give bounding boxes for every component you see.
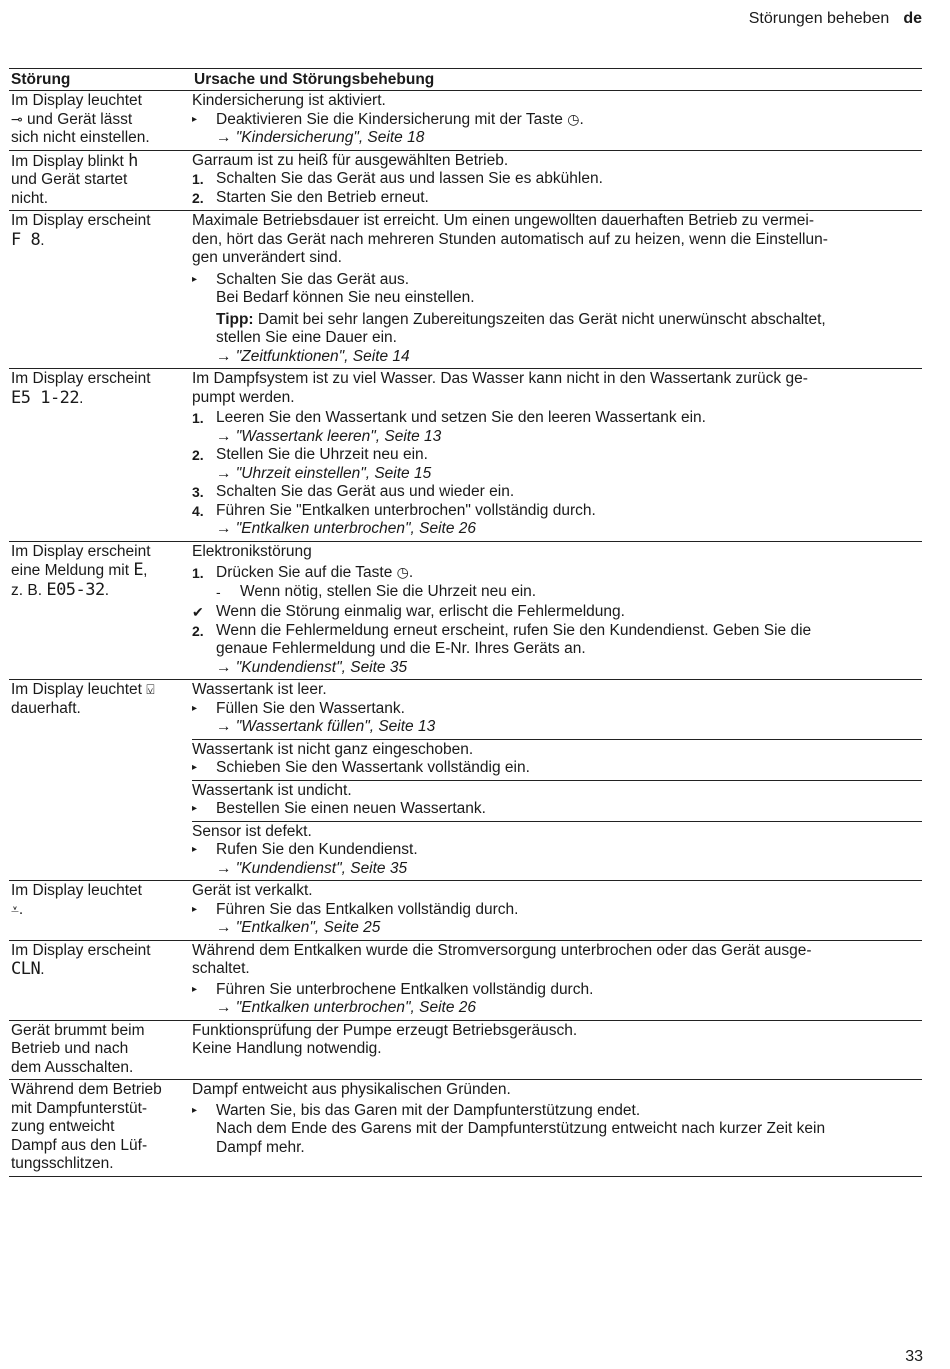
- cause-cell: Kindersicherung ist aktiviert. ▸ Deaktivieren Sie die Kindersicherung mit der Taste ◷. → "Kindersicherung", Seite 18: [192, 91, 922, 151]
- cross-reference: → "Uhrzeit einstellen", Seite 15: [216, 464, 432, 482]
- cause-cell: Garraum ist zu heiß für ausgewählten Betrieb. 1. Schalten Sie das Gerät aus und lassen Sie es abkühlen. 2. Starten Sie den Betrieb erneut.: [192, 150, 922, 211]
- cross-reference: → "Kindersicherung", Seite 18: [216, 129, 425, 146]
- table-row: [9, 1080, 922, 1177]
- cross-reference: → "Entkalken unterbrochen", Seite 26: [216, 520, 477, 537]
- cross-reference: → "Entkalken unterbrochen", Seite 26: [216, 999, 477, 1016]
- cause-cell: Elektronikstörung 1. Drücken Sie auf die Taste ◷. - Wenn nötig, stellen Sie die Uhrzeit neu ein. ✔ Wenn die Störung einmalig war, erlischt die Fehlermeldung. 2. Wenn die Fehlermeldung erneut erscheint, rufen Sie den Kundendienst. Geben Sie die genaue Fehlermeldung und die E-Nr. Ihres Geräts an. → "Kundendienst", Seite 35: [192, 541, 922, 680]
- triangle-bullet-icon: ▸: [192, 1104, 198, 1116]
- table-row: [9, 680, 922, 740]
- fault-cell: Im Display erscheint CLN.: [9, 940, 192, 1020]
- fault-cell: Im Display blinkt h und Gerät startet nicht.: [9, 150, 192, 211]
- triangle-bullet-icon: ▸: [192, 762, 198, 773]
- table-row: [9, 91, 922, 151]
- cause-cell: Während dem Entkalken wurde die Stromversorgung unterbrochen oder das Gerät ausge- schaltet. ▸ Führen Sie unterbrochene Entkalken vollständig durch. → "Entkalken unterbrochen", Seite 26: [192, 940, 922, 1020]
- cause-cell: Funktionsprüfung der Pumpe erzeugt Betriebsgeräusch. Keine Handlung notwendig.: [192, 1020, 922, 1080]
- column-header-cause: Ursache und Störungsbehebung: [192, 69, 922, 91]
- clock-icon: ◷: [396, 565, 409, 581]
- clock-icon: ◷: [567, 111, 580, 128]
- tip-text: Tipp: Damit bei sehr langen Zubereitungszeiten das Gerät nicht unerwünscht abschaltet,: [216, 310, 826, 328]
- triangle-bullet-icon: ▸: [192, 803, 198, 814]
- language-code: de: [903, 10, 922, 27]
- cause-cell: Dampf entweicht aus physikalischen Gründen. ▸ Warten Sie, bis das Garen mit der Dampfunterstützung endet. Nach dem Ende des Garens mit der Dampfunterstützung entweicht nach kurzer Zeit kein Dampf mehr.: [192, 1080, 922, 1177]
- cause-cell: Maximale Betriebsdauer ist erreicht. Um einen ungewollten dauerhaften Betrieb zu vermei- den, hört das Gerät nach mehreren Stunden automatisch auf zu heizen, wenn die Einstellun- gen unverändert sind. ▸ Schalten Sie das Gerät aus. Bei Bedarf können Sie neu einstellen. Tipp: Damit bei sehr langen Zubereitungszeiten das Gerät nicht unerwünscht abschaltet, stellen Sie eine Dauer ein. → "Zeitfunktionen", Seite 14: [192, 211, 922, 369]
- display-symbol: h: [128, 150, 138, 171]
- cross-reference: → "Kundendienst", Seite 35: [216, 658, 408, 676]
- table-row: [9, 541, 922, 680]
- cross-reference: → "Wassertank leeren", Seite 13: [216, 427, 442, 445]
- table-row: [9, 940, 922, 1020]
- cause-cell: Sensor ist defekt. ▸ Rufen Sie den Kundendienst. → "Kundendienst", Seite 35: [192, 821, 922, 881]
- table-header-row: [9, 69, 922, 91]
- cause-cell: Wassertank ist undicht. ▸ Bestellen Sie einen neuen Wassertank.: [192, 780, 922, 821]
- table-row: [9, 211, 922, 369]
- cause-cell: Wassertank ist leer. ▸ Füllen Sie den Wassertank. → "Wassertank füllen", Seite 13: [192, 680, 922, 740]
- fault-cell: Im Display leuchtet ⍌ dauerhaft.: [9, 680, 192, 881]
- cross-reference: → "Entkalken", Seite 25: [216, 919, 381, 936]
- troubleshooting-table: [9, 68, 922, 1177]
- check-icon: ✔: [192, 604, 204, 620]
- cause-cell: Im Dampfsystem ist zu viel Wasser. Das Wasser kann nicht in den Wassertank zurück ge- pumpt werden. 1. Leeren Sie den Wassertank und setzen Sie den leeren Wassertank ein. → "Wassertank leeren", Seite 13 2. Stellen Sie die Uhrzeit neu ein. → "Uhrzeit einstellen", Seite 15 3. Schalten Sie das Gerät aus und wieder ein. 4. Führen Sie "Entkalken unterbrochen" vollständig durch. → "Entkalken unterbrochen", Seite 26: [192, 369, 922, 542]
- display-symbol: F 8: [11, 229, 41, 250]
- column-header-fault: Störung: [9, 69, 192, 91]
- fault-cell: Während dem Betrieb mit Dampfunterstüt- zung entweicht Dampf aus den Lüf- tungsschlitzen.: [9, 1080, 192, 1177]
- page-number: 33: [905, 1348, 923, 1365]
- fault-cell: Im Display leuchtet ⩡.: [9, 881, 192, 941]
- table-row: [9, 150, 922, 211]
- fault-cell: Im Display erscheint F 8.: [9, 211, 192, 369]
- table-row: [9, 1020, 922, 1080]
- table-row: [9, 881, 922, 941]
- triangle-bullet-icon: ▸: [192, 113, 198, 125]
- triangle-bullet-icon: ▸: [192, 273, 198, 285]
- fault-cell: Gerät brummt beim Betrieb und nach dem Ausschalten.: [9, 1020, 192, 1080]
- fault-cell: Im Display erscheint E5 1-22.: [9, 369, 192, 542]
- fault-cell: Im Display leuchtet ⊸ und Gerät lässt sich nicht einstellen.: [9, 91, 192, 151]
- cause-cell: Gerät ist verkalkt. ▸ Führen Sie das Entkalken vollständig durch. → "Entkalken", Seite 25: [192, 881, 922, 941]
- cross-reference: → "Kundendienst", Seite 35: [216, 859, 408, 877]
- display-symbol: E05-32: [46, 579, 105, 600]
- descale-icon: ⩡: [11, 901, 19, 918]
- water-tank-icon: ⍌: [146, 682, 155, 698]
- section-title: Störungen beheben: [748, 10, 890, 27]
- fault-cell: Im Display erscheint eine Meldung mit E, z. B. E05-32.: [9, 541, 192, 680]
- display-symbol: CLN: [11, 959, 41, 979]
- key-icon: ⊸: [11, 111, 23, 128]
- cross-reference: → "Zeitfunktionen", Seite 14: [216, 347, 410, 365]
- display-symbol: E5 1-22: [11, 387, 80, 408]
- table-row: [9, 369, 922, 542]
- page-header: [749, 10, 922, 28]
- cause-cell: Wassertank ist nicht ganz eingeschoben. ▸ Schieben Sie den Wassertank vollständig ein.: [192, 739, 922, 780]
- cross-reference: → "Wassertank füllen", Seite 13: [216, 718, 436, 735]
- triangle-bullet-icon: ▸: [192, 903, 198, 915]
- triangle-bullet-icon: ▸: [192, 844, 198, 855]
- triangle-bullet-icon: ▸: [192, 702, 198, 714]
- triangle-bullet-icon: ▸: [192, 983, 198, 995]
- display-symbol: E: [133, 560, 144, 580]
